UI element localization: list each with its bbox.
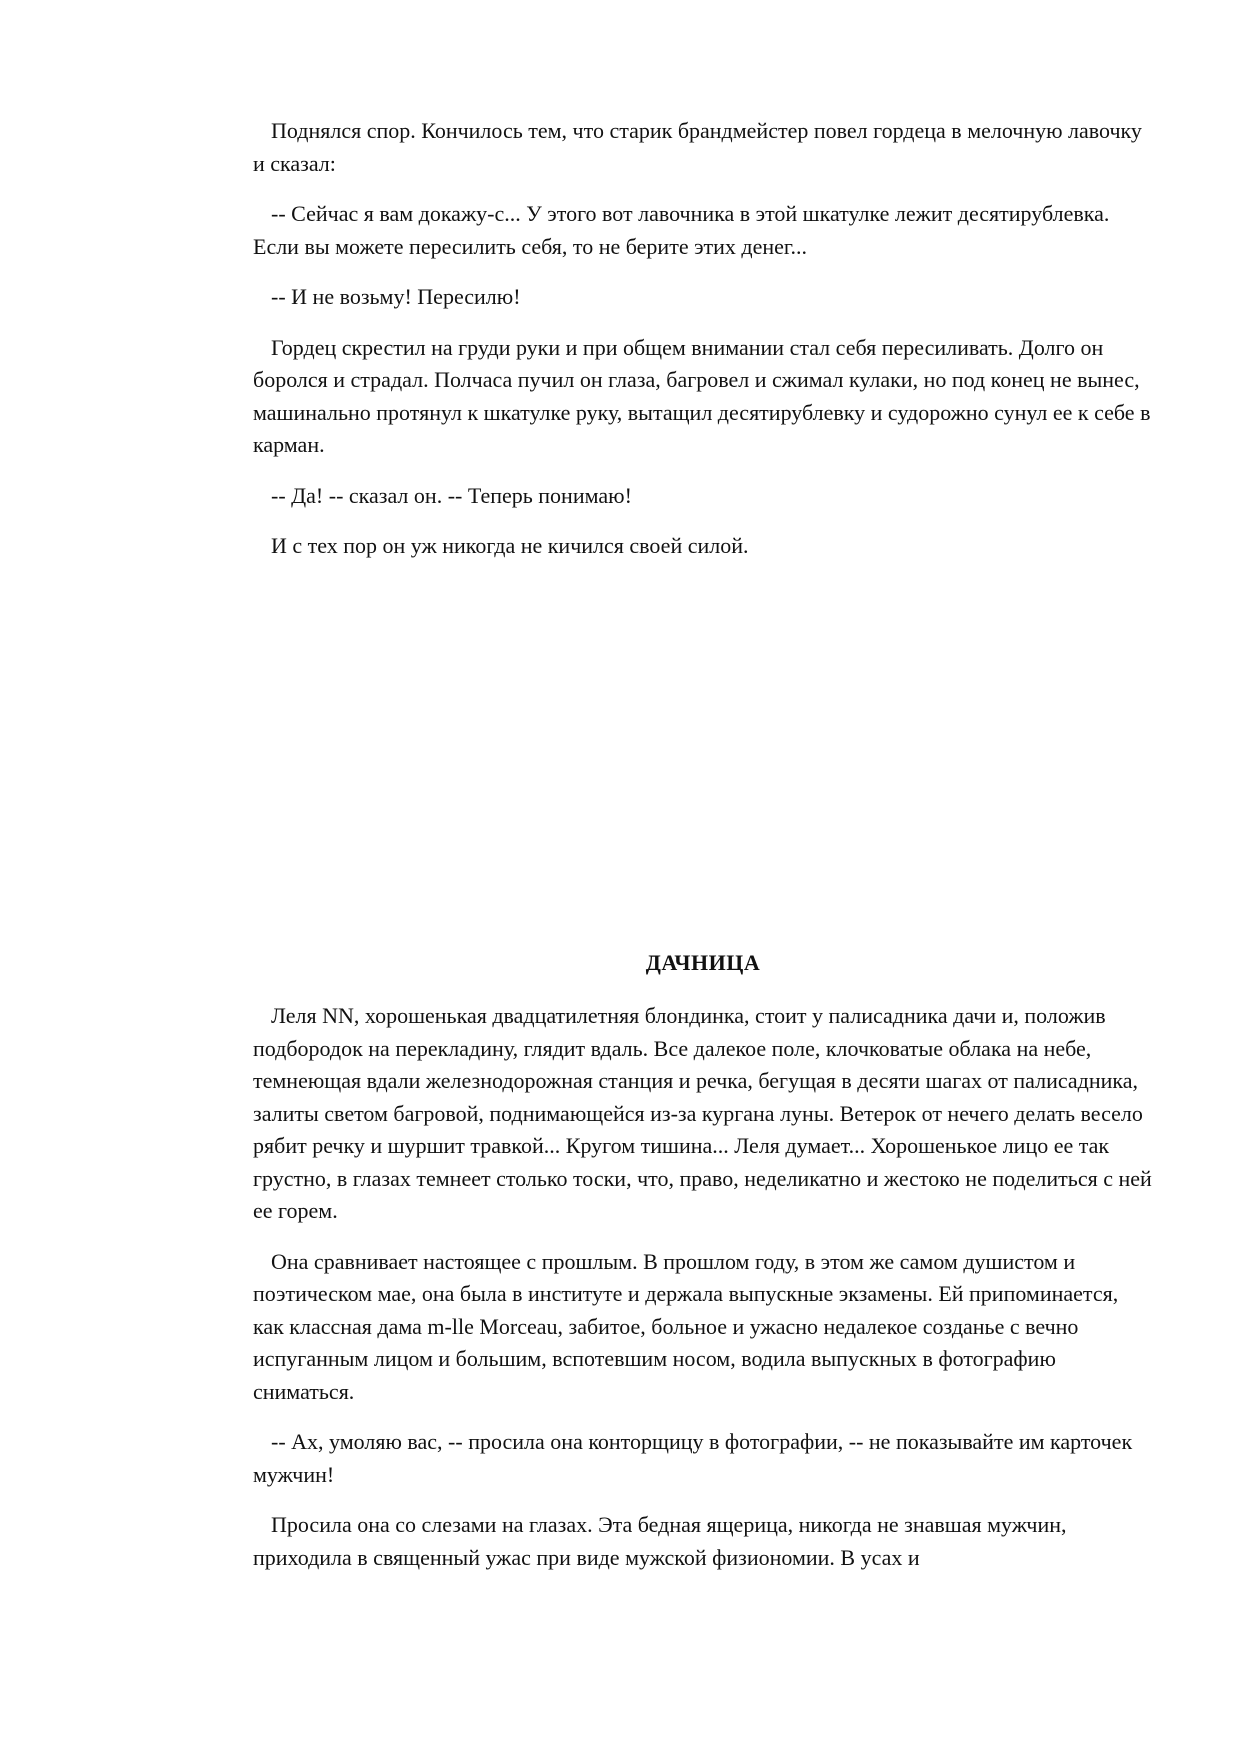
first-story-text [253,115,1153,581]
paragraph: -- Да! -- сказал он. -- Теперь понимаю! [271,482,632,508]
paragraph: -- Сейчас я вам докажу-с... У этого вот лавочника в этой шкатулке лежит десятирублевка. Если вы можете пересилить себя, то не берите этих денег... [253,201,1110,259]
paragraph: Она сравнивает настоящее с прошлым. В прошлом году, в этом же самом душистом и поэтическом мае, она была в институте и держала выпускные экзамены. Ей припоминается, как классная дама m-lle Morceau, забитое, больное и ужасно недалекое созданье с вечно испуганным лицом и большим, вспотевшим носом, водила выпускных в фотографию сниматься. [253,1248,1119,1404]
paragraph: Просила она со слезами на глазах. Эта бедная ящерица, никогда не знавшая мужчин, приходила в священный ужас при виде мужской физиономии. В усах и [253,1512,1067,1570]
story-title: ДАЧНИЦА [645,950,761,975]
paragraph: Поднялся спор. Кончилось тем, что старик брандмейстер повел гордеца в мелочную лавочку и сказал: [253,118,1142,176]
paragraph: Леля NN, хорошенькая двадцатилетняя блондинка, стоит у палисадника дачи и, положив подбородок на перекладину, глядит вдаль. Все далекое поле, клочковатые облака на небе, темнеющая вдали железнодорожная станция и речка, бегущая в десяти шагах от палисадника, залиты светом багровой, поднимающейся из-за кургана луны. Ветерок от нечего делать весело рябит речку и шуршит травкой... Кругом тишина... Леля думает... Хорошенькое лицо ее так грустно, в глазах темнеет столько тоски, что, право, неделикатно и жестоко не поделиться с ней ее горем. [253,1003,1152,1223]
paragraph: Гордец скрестил на груди руки и при общем внимании стал себя пересиливать. Долго он боролся и страдал. Полчаса пучил он глаза, багровел и сжимал кулаки, но под конец не вынес, машинально протянул к шкатулке руку, вытащил десятирублевку и судорожно сунул ее к себе в карман. [253,334,1151,457]
paragraph: И с тех пор он уж никогда не кичился своей силой. [271,533,749,558]
second-story-text [253,1000,1153,1592]
paragraph: -- И не возьму! Пересилю! [271,284,521,309]
paragraph: -- Ах, умоляю вас, -- просила она конторщицу в фотографии, -- не показывайте им карточек мужчин! [253,1429,1133,1487]
